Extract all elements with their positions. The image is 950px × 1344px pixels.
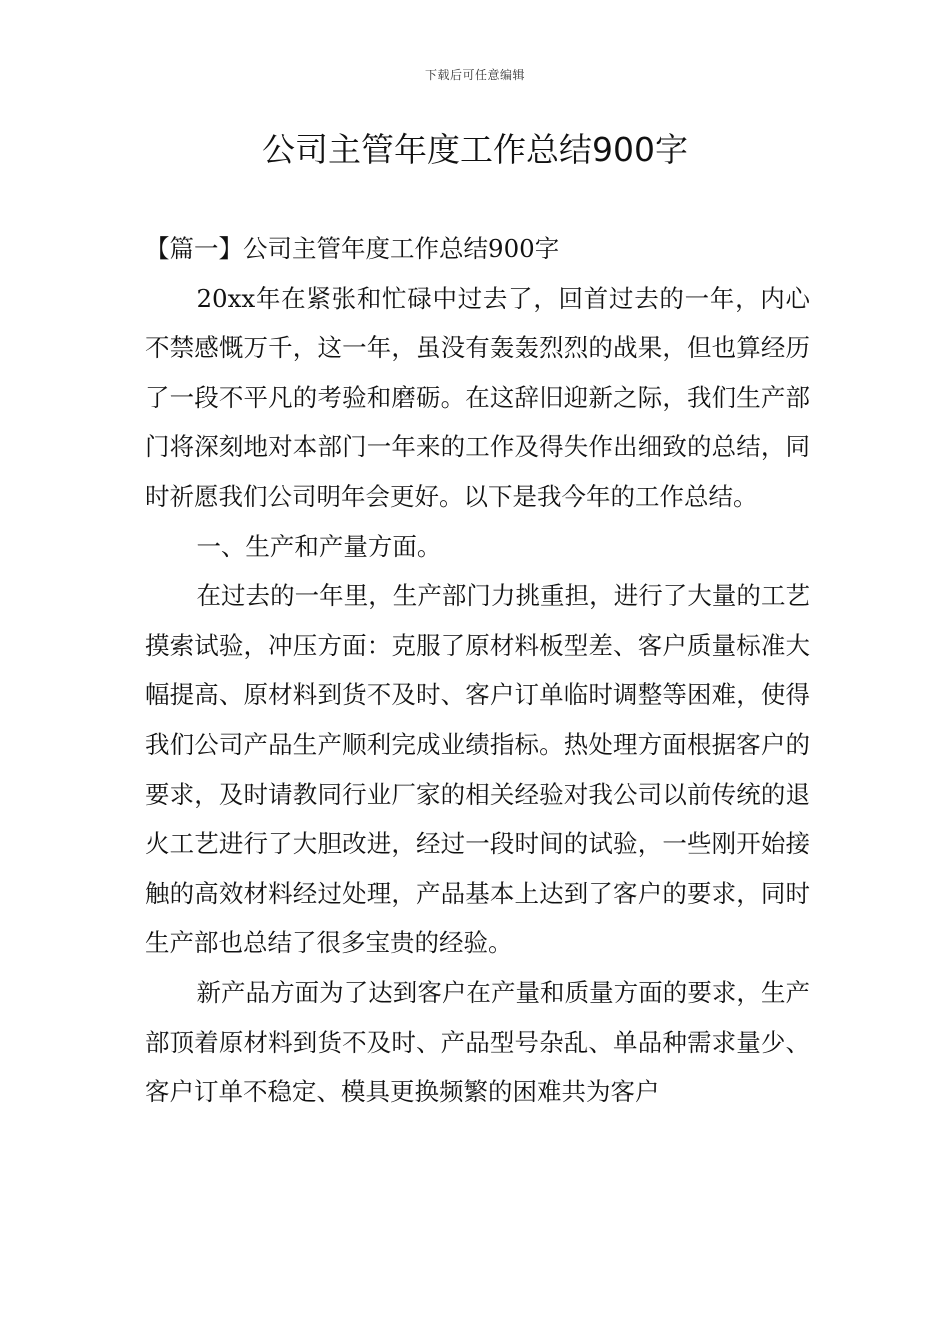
paragraph-intro: 20xx年在紧张和忙碌中过去了，回首过去的一年，内心不禁感慨万千，这一年，虽没有轰轰烈烈的战果，但也算经历了一段不平凡的考验和磨砺。在这辞旧迎新之际，我们生产部门将深刻地对本部门一年来的工作及得失作出细致的总结，同时祈愿我们公司明年会更好。以下是我今年的工作总结。: [145, 283, 810, 511]
section-heading: 【篇一】公司主管年度工作总结900字: [145, 234, 560, 263]
document-title: 公司主管年度工作总结900字: [262, 130, 688, 169]
header-note: 下载后可任意编辑: [424, 68, 525, 82]
subheading-production: 一、生产和产量方面。: [196, 531, 442, 561]
paragraph-new-products: 新产品方面为了达到客户在产量和质量方面的要求，生产部顶着原材料到货不及时、产品型号杂乱、单品种需求量少、客户订单不稳定、模具更换频繁的困难共为客户: [145, 977, 810, 1107]
paragraph-production: 在过去的一年里，生产部门力挑重担，进行了大量的工艺摸索试验，冲压方面：克服了原材料板型差、客户质量标准大幅提高、原材料到货不及时、客户订单临时调整等困难，使得我们公司产品生产顺利完成业绩指标。热处理方面根据客户的要求，及时请教同行业厂家的相关经验对我公司以前传统的退火工艺进行了大胆改进，经过一段时间的试验，一些刚开始接触的高效材料经过处理，产品基本上达到了客户的要求，同时生产部也总结了很多宝贵的经验。: [145, 581, 810, 958]
document-body: [145, 224, 810, 1117]
